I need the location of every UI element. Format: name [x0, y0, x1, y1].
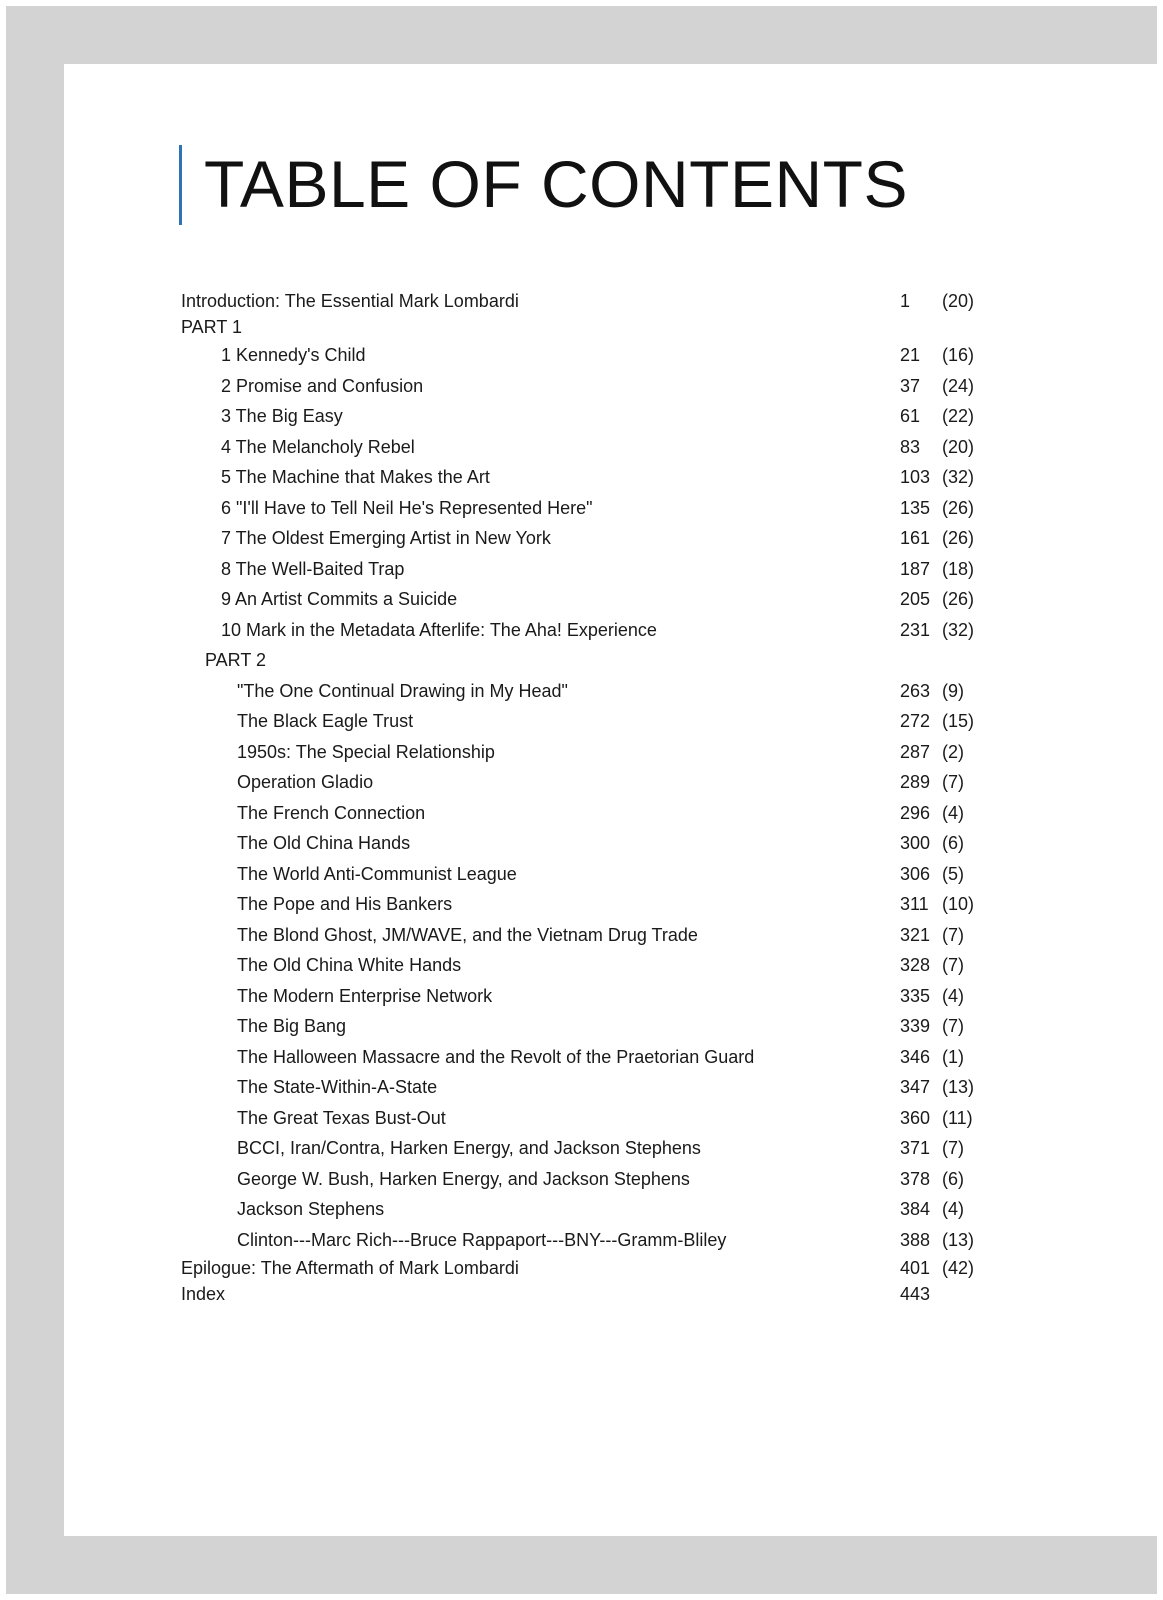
toc-entry-page: 300 — [900, 833, 931, 853]
toc-entry-page: 360 — [900, 1108, 931, 1128]
toc-entry-title: The Halloween Massacre and the Revolt of the Praetorian Guard — [237, 1047, 755, 1067]
toc-entry-title: 4 The Melancholy Rebel — [221, 437, 415, 457]
title-accent-bar — [179, 145, 182, 225]
toc-entry-title: Jackson Stephens — [237, 1199, 385, 1219]
toc-entry-title: 3 The Big Easy — [221, 406, 343, 426]
toc-entry-length: (20) — [942, 291, 975, 311]
toc-entry-page: 103 — [900, 467, 931, 487]
toc-entry-page: 311 — [900, 894, 929, 914]
toc-entry — [0, 1135, 1163, 1161]
toc-entry-page: 205 — [900, 589, 931, 609]
toc-entry-length: (20) — [942, 437, 975, 457]
toc-entry-title: Index — [181, 1284, 226, 1304]
toc-entry-length: (4) — [942, 986, 964, 1006]
toc-entry-length: (32) — [942, 467, 975, 487]
toc-entry-title: 2 Promise and Confusion — [221, 376, 424, 396]
toc-entry-title: The Old China White Hands — [237, 955, 462, 975]
toc-entry — [0, 739, 1163, 765]
toc-entry-length: (6) — [942, 833, 964, 853]
toc-entry — [0, 922, 1163, 948]
toc-entry-title: 6 "I'll Have to Tell Neil He's Represented Here" — [221, 498, 593, 518]
toc-entry — [0, 1281, 1163, 1307]
toc-entry-title: The Pope and His Bankers — [237, 894, 453, 914]
toc-entry-page: 296 — [900, 803, 931, 823]
toc-entry-length: (32) — [942, 620, 975, 640]
toc-entry — [0, 373, 1163, 399]
toc-entry — [0, 288, 1163, 314]
toc-entry-length: (4) — [942, 803, 964, 823]
toc-entry-page: 21 — [900, 345, 921, 365]
toc-entry — [0, 1166, 1163, 1192]
toc-entry-page: 272 — [900, 711, 931, 731]
toc-entry-page: 401 — [900, 1258, 931, 1278]
toc-entry-page: 443 — [900, 1284, 931, 1304]
toc-entry-page: 378 — [900, 1169, 931, 1189]
toc-entry-title: 1950s: The Special Relationship — [237, 742, 495, 762]
toc-entry — [0, 678, 1163, 704]
toc-entry — [0, 861, 1163, 887]
toc-entry-title: The Great Texas Bust-Out — [237, 1108, 446, 1128]
toc-entry — [0, 495, 1163, 521]
toc-entry-page: 384 — [900, 1199, 931, 1219]
toc-entry-title: The Blond Ghost, JM/WAVE, and the Vietnam Drug Trade — [237, 925, 698, 945]
toc-entry — [0, 800, 1163, 826]
toc-entry-title: The Modern Enterprise Network — [237, 986, 493, 1006]
toc-entry-title: 7 The Oldest Emerging Artist in New York — [221, 528, 551, 548]
toc-entry — [0, 525, 1163, 551]
page-title: TABLE OF CONTENTS — [204, 147, 909, 221]
toc-entry-length: (6) — [942, 1169, 964, 1189]
toc-entry-length: (42) — [942, 1258, 975, 1278]
toc-entry-length: (26) — [942, 589, 975, 609]
toc-entry-title: PART 2 — [205, 650, 267, 670]
toc-entry-length: (5) — [942, 864, 964, 884]
toc-entry-page: 187 — [900, 559, 931, 579]
toc-entry — [0, 1074, 1163, 1100]
toc-entry — [0, 1227, 1163, 1253]
toc-entry-page: 321 — [900, 925, 931, 945]
toc-entry-page: 289 — [900, 772, 931, 792]
toc-entry — [0, 1105, 1163, 1131]
toc-entry-page: 161 — [900, 528, 931, 548]
toc-entry-title: Introduction: The Essential Mark Lombardi — [181, 291, 519, 311]
toc-entry — [0, 314, 1163, 340]
toc-entry-page: 1 — [900, 291, 911, 311]
toc-entry — [0, 983, 1163, 1009]
toc-entry — [0, 952, 1163, 978]
toc-entry-page: 287 — [900, 742, 931, 762]
toc-entry-title: 5 The Machine that Makes the Art — [221, 467, 490, 487]
toc-entry — [0, 830, 1163, 856]
toc-entry-title: The Black Eagle Trust — [237, 711, 414, 731]
toc-entry-page: 347 — [900, 1077, 931, 1097]
toc-entry — [0, 1255, 1163, 1281]
toc-entry — [0, 708, 1163, 734]
toc-entry-page: 83 — [900, 437, 921, 457]
toc-entry — [0, 464, 1163, 490]
toc-entry — [0, 556, 1163, 582]
toc-entry-length: (26) — [942, 528, 975, 548]
toc-entry-length: (18) — [942, 559, 975, 579]
toc-entry-title: BCCI, Iran/Contra, Harken Energy, and Jackson Stephens — [237, 1138, 701, 1158]
toc-entry-length: (15) — [942, 711, 975, 731]
toc-entry-page: 371 — [900, 1138, 931, 1158]
toc-entry-length: (9) — [942, 681, 964, 701]
toc-entry-title: The World Anti-Communist League — [237, 864, 517, 884]
toc-entry-page: 135 — [900, 498, 931, 518]
toc-entry-length: (26) — [942, 498, 975, 518]
toc-entry-length: (2) — [942, 742, 964, 762]
toc-entry-title: "The One Continual Drawing in My Head" — [237, 681, 568, 701]
toc-entry-page: 263 — [900, 681, 931, 701]
toc-entry-length: (24) — [942, 376, 975, 396]
toc-entry-length: (16) — [942, 345, 975, 365]
toc-entry-length: (1) — [942, 1047, 964, 1067]
toc-entry — [0, 434, 1163, 460]
toc-entry-length: (7) — [942, 925, 964, 945]
toc-entry-page: 328 — [900, 955, 931, 975]
toc-entry — [0, 342, 1163, 368]
toc-entry-page: 37 — [900, 376, 921, 396]
toc-entry — [0, 1013, 1163, 1039]
toc-entry — [0, 647, 1163, 673]
toc-entry — [0, 891, 1163, 917]
toc-entry — [0, 769, 1163, 795]
toc-entry-title: 8 The Well-Baited Trap — [221, 559, 405, 579]
toc-entry-length: (22) — [942, 406, 975, 426]
toc-entry-title: PART 1 — [181, 317, 243, 337]
toc-entry-title: Epilogue: The Aftermath of Mark Lombardi — [181, 1258, 519, 1278]
toc-entry-length: (4) — [942, 1199, 964, 1219]
toc-entry — [0, 403, 1163, 429]
toc-entry-length: (13) — [942, 1230, 975, 1250]
toc-entry-title: The Big Bang — [237, 1016, 347, 1036]
toc-entry-page: 306 — [900, 864, 931, 884]
toc-entry-page: 61 — [900, 406, 921, 426]
toc-entry-length: (7) — [942, 1016, 964, 1036]
toc-entry-length: (7) — [942, 955, 964, 975]
toc-entry — [0, 586, 1163, 612]
toc-entry-title: 1 Kennedy's Child — [221, 345, 366, 365]
toc-entry-length: (7) — [942, 772, 964, 792]
toc-entry-title: The French Connection — [237, 803, 426, 823]
toc-entry-title: The Old China Hands — [237, 833, 411, 853]
toc-entry-page: 339 — [900, 1016, 931, 1036]
toc-entry-page: 231 — [900, 620, 931, 640]
toc-entry-title: The State-Within-A-State — [237, 1077, 438, 1097]
toc-entry-length: (11) — [942, 1108, 973, 1128]
toc-entry-page: 335 — [900, 986, 931, 1006]
toc-entry — [0, 1196, 1163, 1222]
toc-entry-title: Clinton---Marc Rich---Bruce Rappaport---BNY---Gramm-Bliley — [237, 1230, 727, 1250]
toc-entry-length: (13) — [942, 1077, 975, 1097]
toc-entry-title: George W. Bush, Harken Energy, and Jackson Stephens — [237, 1169, 690, 1189]
toc-entry-page: 388 — [900, 1230, 931, 1250]
toc-entry-length: (10) — [942, 894, 975, 914]
toc-entry — [0, 617, 1163, 643]
toc-entry-title: 9 An Artist Commits a Suicide — [221, 589, 458, 609]
toc-entry-length: (7) — [942, 1138, 964, 1158]
toc-entry-title: 10 Mark in the Metadata Afterlife: The Aha! Experience — [221, 620, 657, 640]
toc-entry — [0, 1044, 1163, 1070]
toc-entry-page: 346 — [900, 1047, 931, 1067]
toc-entry-title: Operation Gladio — [237, 772, 374, 792]
